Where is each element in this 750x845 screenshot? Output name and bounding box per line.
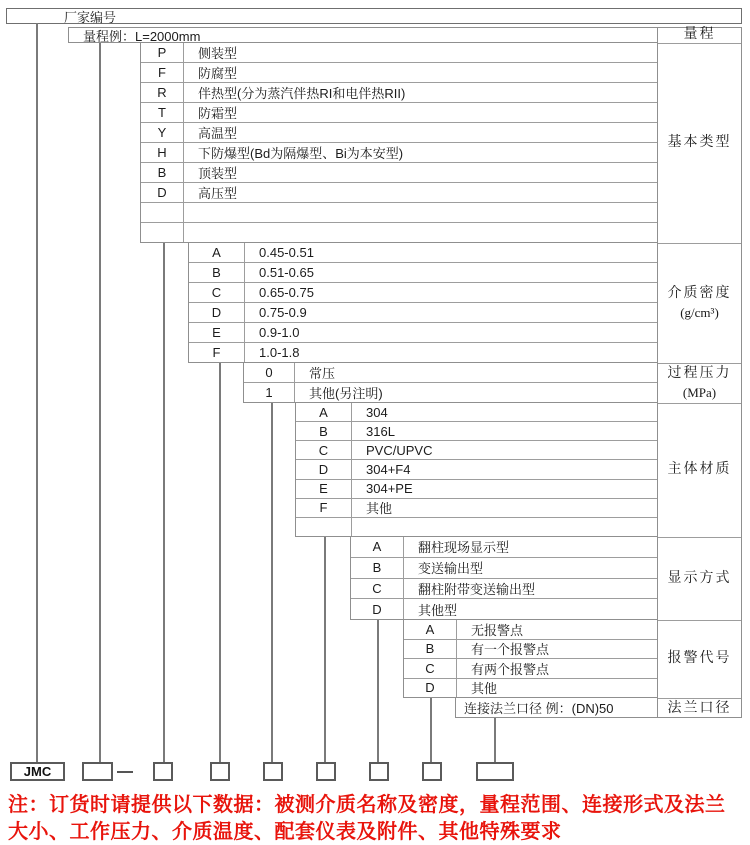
factory-number-box	[6, 8, 742, 24]
connector-line-range	[99, 43, 101, 762]
table-row: A 无报警点	[404, 620, 657, 640]
table-row-empty	[296, 518, 657, 536]
table-row: B 有一个报警点	[404, 640, 657, 660]
table-row: C PVC/UPVC	[296, 441, 657, 460]
table-row: F 防腐型	[141, 63, 657, 83]
table-row: E 304+PE	[296, 480, 657, 499]
density-table	[188, 243, 658, 363]
table-row: D 304+F4	[296, 460, 657, 479]
label-basic-type: 基本类型	[658, 44, 741, 244]
material-table	[295, 403, 658, 537]
table-row: P 侧装型	[141, 43, 657, 63]
label-pressure: 过程压力 (MPa)	[658, 364, 741, 404]
model-prefix-box: JMC	[10, 762, 65, 781]
label-material: 主体材质	[658, 404, 741, 538]
table-row: C 翻柱附带变送输出型	[351, 579, 657, 600]
connector-line-density	[219, 363, 221, 762]
order-note-line-2: 大小、工作压力、介质温度、配套仪表及附件、其他特殊要求	[8, 821, 562, 843]
table-row: 0 常压	[244, 363, 657, 383]
model-code-box-range	[82, 762, 113, 781]
model-code-box-display	[369, 762, 389, 781]
table-row: B 顶装型	[141, 163, 657, 183]
table-row: 连接法兰口径 例：(DN)50	[464, 701, 614, 716]
label-range: 量程	[658, 28, 741, 44]
alarm-code-table	[403, 620, 658, 698]
range-example-text: 量程例：L=2000mm	[83, 28, 201, 44]
table-row: T 防霜型	[141, 103, 657, 123]
table-row-empty	[141, 223, 657, 242]
table-row: B 0.51-0.65	[189, 263, 657, 283]
label-pressure-unit: (MPa)	[682, 385, 717, 401]
label-display: 显示方式	[658, 538, 741, 621]
model-code-box-alarm	[422, 762, 442, 781]
connector-line-pressure	[271, 403, 273, 762]
pressure-table	[243, 363, 658, 403]
table-row: B 变送输出型	[351, 558, 657, 579]
table-row: B 316L	[296, 422, 657, 441]
table-row: 1 其他(另注明)	[244, 383, 657, 402]
order-note-line-1: 注：订货时请提供以下数据：被测介质名称及密度，量程范围、连接形式及法兰	[8, 794, 726, 816]
connector-line-alarm	[430, 698, 432, 762]
table-row-empty	[141, 203, 657, 223]
table-row: D 其他	[404, 679, 657, 698]
model-code-box-density	[210, 762, 230, 781]
connector-line-basic-type	[163, 243, 165, 762]
table-row: D 高压型	[141, 183, 657, 203]
model-dash	[117, 771, 133, 773]
table-row: R 伴热型(分为蒸汽伴热RI和电伴热RII)	[141, 83, 657, 103]
flange-bore-row	[455, 698, 658, 718]
factory-number-label: 厂家编号	[64, 9, 117, 25]
model-code-box-basic-type	[153, 762, 173, 781]
model-code-box-pressure	[263, 762, 283, 781]
category-label-column	[658, 27, 742, 718]
label-density-unit: (g/cm³)	[680, 305, 719, 321]
table-row: A 304	[296, 403, 657, 422]
label-alarm: 报警代号	[658, 621, 741, 699]
table-row: H 下防爆型(Bd为隔爆型、Bi为本安型)	[141, 143, 657, 163]
connector-line-material	[324, 537, 326, 762]
connector-line-factory	[36, 23, 38, 762]
model-code-box-flange	[476, 762, 514, 781]
label-flange: 法兰口径	[667, 700, 732, 716]
table-row: C 有两个报警点	[404, 659, 657, 679]
table-row: D 0.75-0.9	[189, 303, 657, 323]
table-row: E 0.9-1.0	[189, 323, 657, 343]
label-density: 介质密度 (g/cm³)	[658, 244, 741, 364]
connector-line-flange	[494, 718, 496, 762]
table-row: D 其他型	[351, 599, 657, 619]
table-row: A 0.45-0.51	[189, 243, 657, 263]
table-row: A 翻柱现场显示型	[351, 537, 657, 558]
basic-type-table	[140, 43, 658, 243]
table-row: F 1.0-1.8	[189, 343, 657, 362]
range-example-box	[68, 27, 658, 43]
display-mode-table	[350, 537, 658, 620]
table-row: Y 高温型	[141, 123, 657, 143]
connector-line-display	[377, 620, 379, 762]
table-row: F 其他	[296, 499, 657, 518]
table-row: C 0.65-0.75	[189, 283, 657, 303]
model-code-box-material	[316, 762, 336, 781]
